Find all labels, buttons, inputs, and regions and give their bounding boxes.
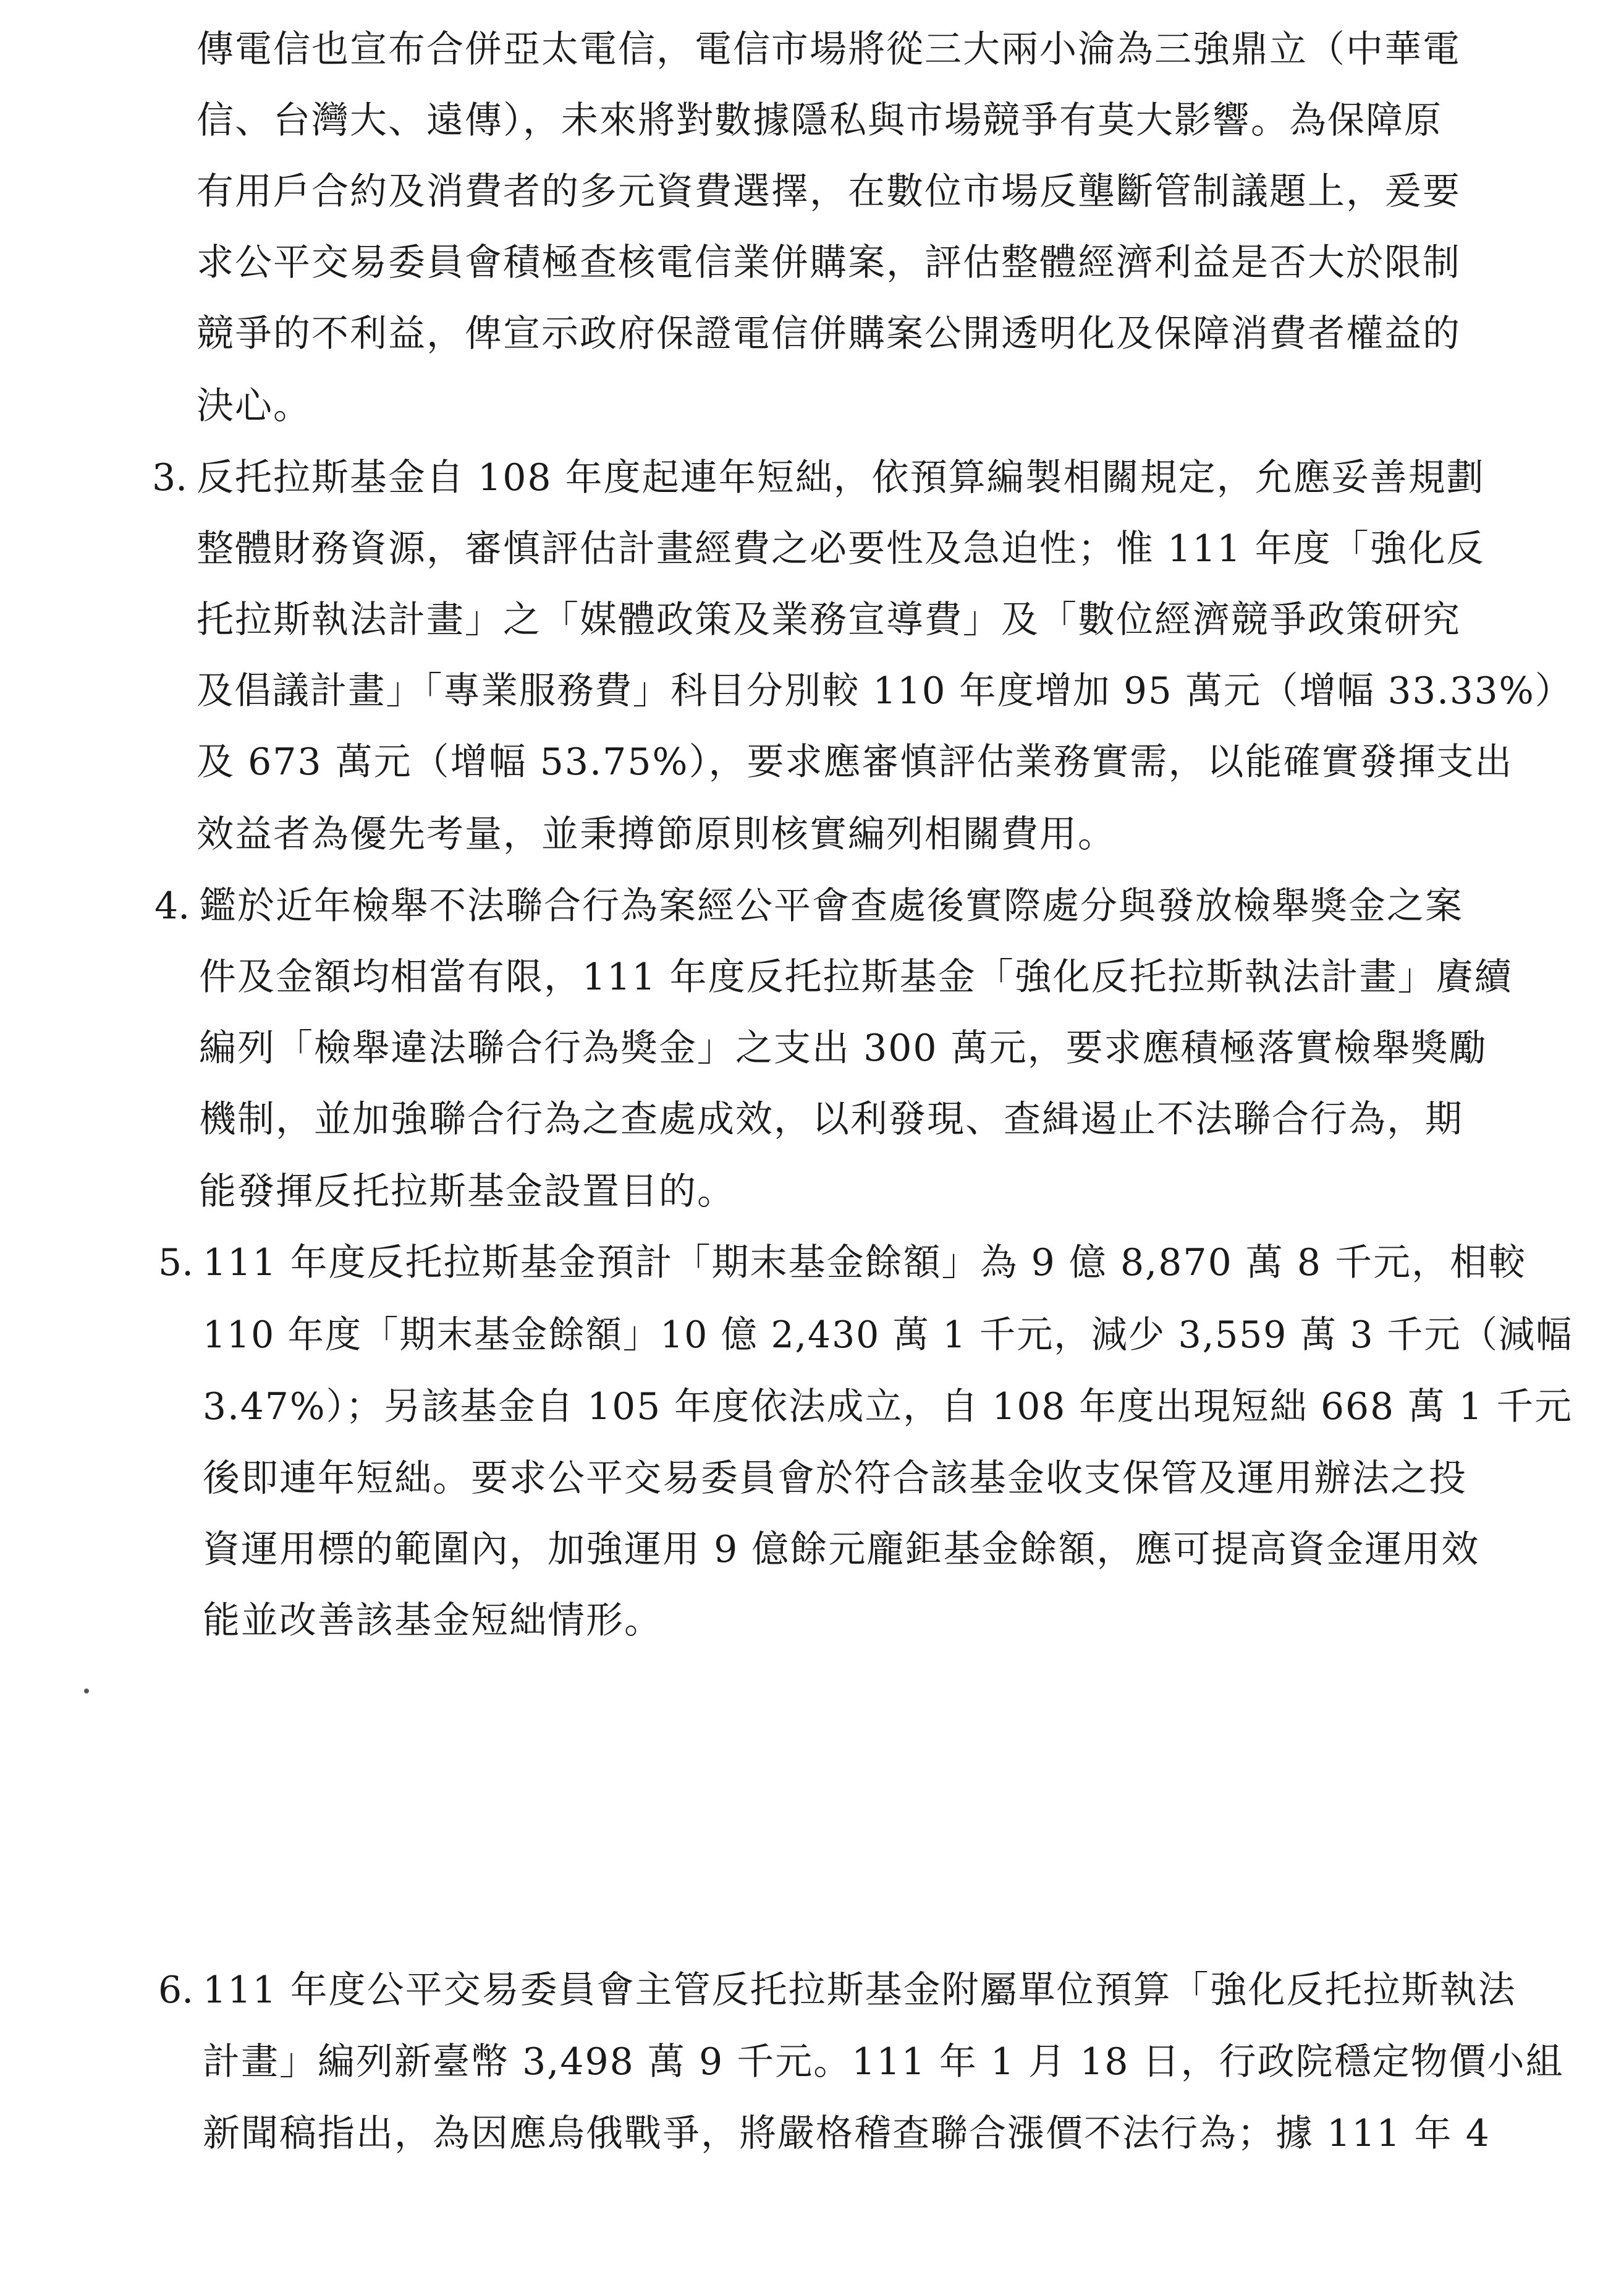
paragraph-line: 後即連年短絀。要求公平交易委員會於符合該基金收支保管及運用辦法之投 xyxy=(203,1457,1467,1500)
paragraph-line: 傳電信也宣布合併亞太電信，電信市場將從三大兩小淪為三強鼎立（中華電 xyxy=(197,28,1461,71)
paragraph-line: 整體財務資源，審慎評估計畫經費之必要性及急迫性；惟 111 年度「強化反 xyxy=(197,527,1485,570)
paragraph-line: 3.47%）；另該基金自 105 年度依法成立，自 108 年度出現短絀 668 萬 1 千元 xyxy=(203,1385,1573,1428)
scan-speck xyxy=(84,1689,89,1693)
paragraph-line: 競爭的不利益，俾宣示政府保證電信併購案公開透明化及保障消費者權益的 xyxy=(197,312,1461,355)
paragraph-line: 新聞稿指出，為因應烏俄戰爭，將嚴格稽查聯合漲價不法行為；據 111 年 4 xyxy=(203,2112,1491,2155)
item-number: 4. xyxy=(154,884,190,928)
paragraph-line: 反托拉斯基金自 108 年度起連年短絀，依預算編製相關規定，允應妥善規劃 xyxy=(197,456,1485,499)
paragraph-line: 計畫」編列新臺幣 3,498 萬 9 千元。111 年 1 月 18 日，行政院穩定物價小組 xyxy=(203,2040,1564,2083)
item-number: 6. xyxy=(158,1969,194,2012)
paragraph-line: 編列「檢舉違法聯合行為獎金」之支出 300 萬元，要求應積極落實檢舉獎勵 xyxy=(199,1027,1487,1070)
paragraph-line: 托拉斯執法計畫」之「媒體政策及業務宣導費」及「數位經濟競爭政策研究 xyxy=(197,598,1461,642)
paragraph-line: 111 年度公平交易委員會主管反托拉斯基金附屬單位預算「強化反托拉斯執法 xyxy=(203,1969,1516,2012)
paragraph-line: 信、台灣大、遠傳），未來將對數據隱私與市場競爭有莫大影響。為保障原 xyxy=(197,99,1442,142)
paragraph-line: 有用戶合約及消費者的多元資費選擇，在數位市場反壟斷管制議題上，爰要 xyxy=(197,170,1461,213)
paragraph-line: 資運用標的範圍內，加強運用 9 億餘元龐鉅基金餘額，應可提高資金運用效 xyxy=(203,1528,1480,1571)
paragraph-line: 能並改善該基金短絀情形。 xyxy=(203,1599,662,1642)
paragraph-line: 及倡議計畫」「專業服務費」科目分別較 110 年度增加 95 萬元（增幅 33.33%） xyxy=(197,669,1573,713)
paragraph-line: 機制，並加強聯合行為之查處成效，以利發現、查緝遏止不法聯合行為，期 xyxy=(199,1098,1463,1141)
paragraph-line: 件及金額均相當有限，111 年度反托拉斯基金「強化反托拉斯執法計畫」賡續 xyxy=(199,956,1513,999)
paragraph-line: 求公平交易委員會積極查核電信業併購案，評估整體經濟利益是否大於限制 xyxy=(197,241,1461,284)
item-number: 5. xyxy=(158,1241,194,1284)
item-number: 3. xyxy=(152,456,188,499)
paragraph-line: 能發揮反托拉斯基金設置目的。 xyxy=(199,1170,735,1213)
paragraph-line: 決心。 xyxy=(197,384,311,428)
paragraph-line: 鑑於近年檢舉不法聯合行為案經公平會查處後實際處分與發放檢舉獎金之案 xyxy=(199,884,1463,928)
paragraph-line: 效益者為優先考量，並秉撙節原則核實編列相關費用。 xyxy=(197,813,1116,856)
paragraph-line: 110 年度「期末基金餘額」10 億 2,430 萬 1 千元，減少 3,559 萬 3 千元（減幅 xyxy=(203,1313,1573,1357)
paragraph-line: 及 673 萬元（增幅 53.75%），要求應審慎評估業務實需，以能確實發揮支出 xyxy=(197,740,1513,784)
paragraph-line: 111 年度反托拉斯基金預計「期末基金餘額」為 9 億 8,870 萬 8 千元，相較 xyxy=(203,1241,1527,1284)
